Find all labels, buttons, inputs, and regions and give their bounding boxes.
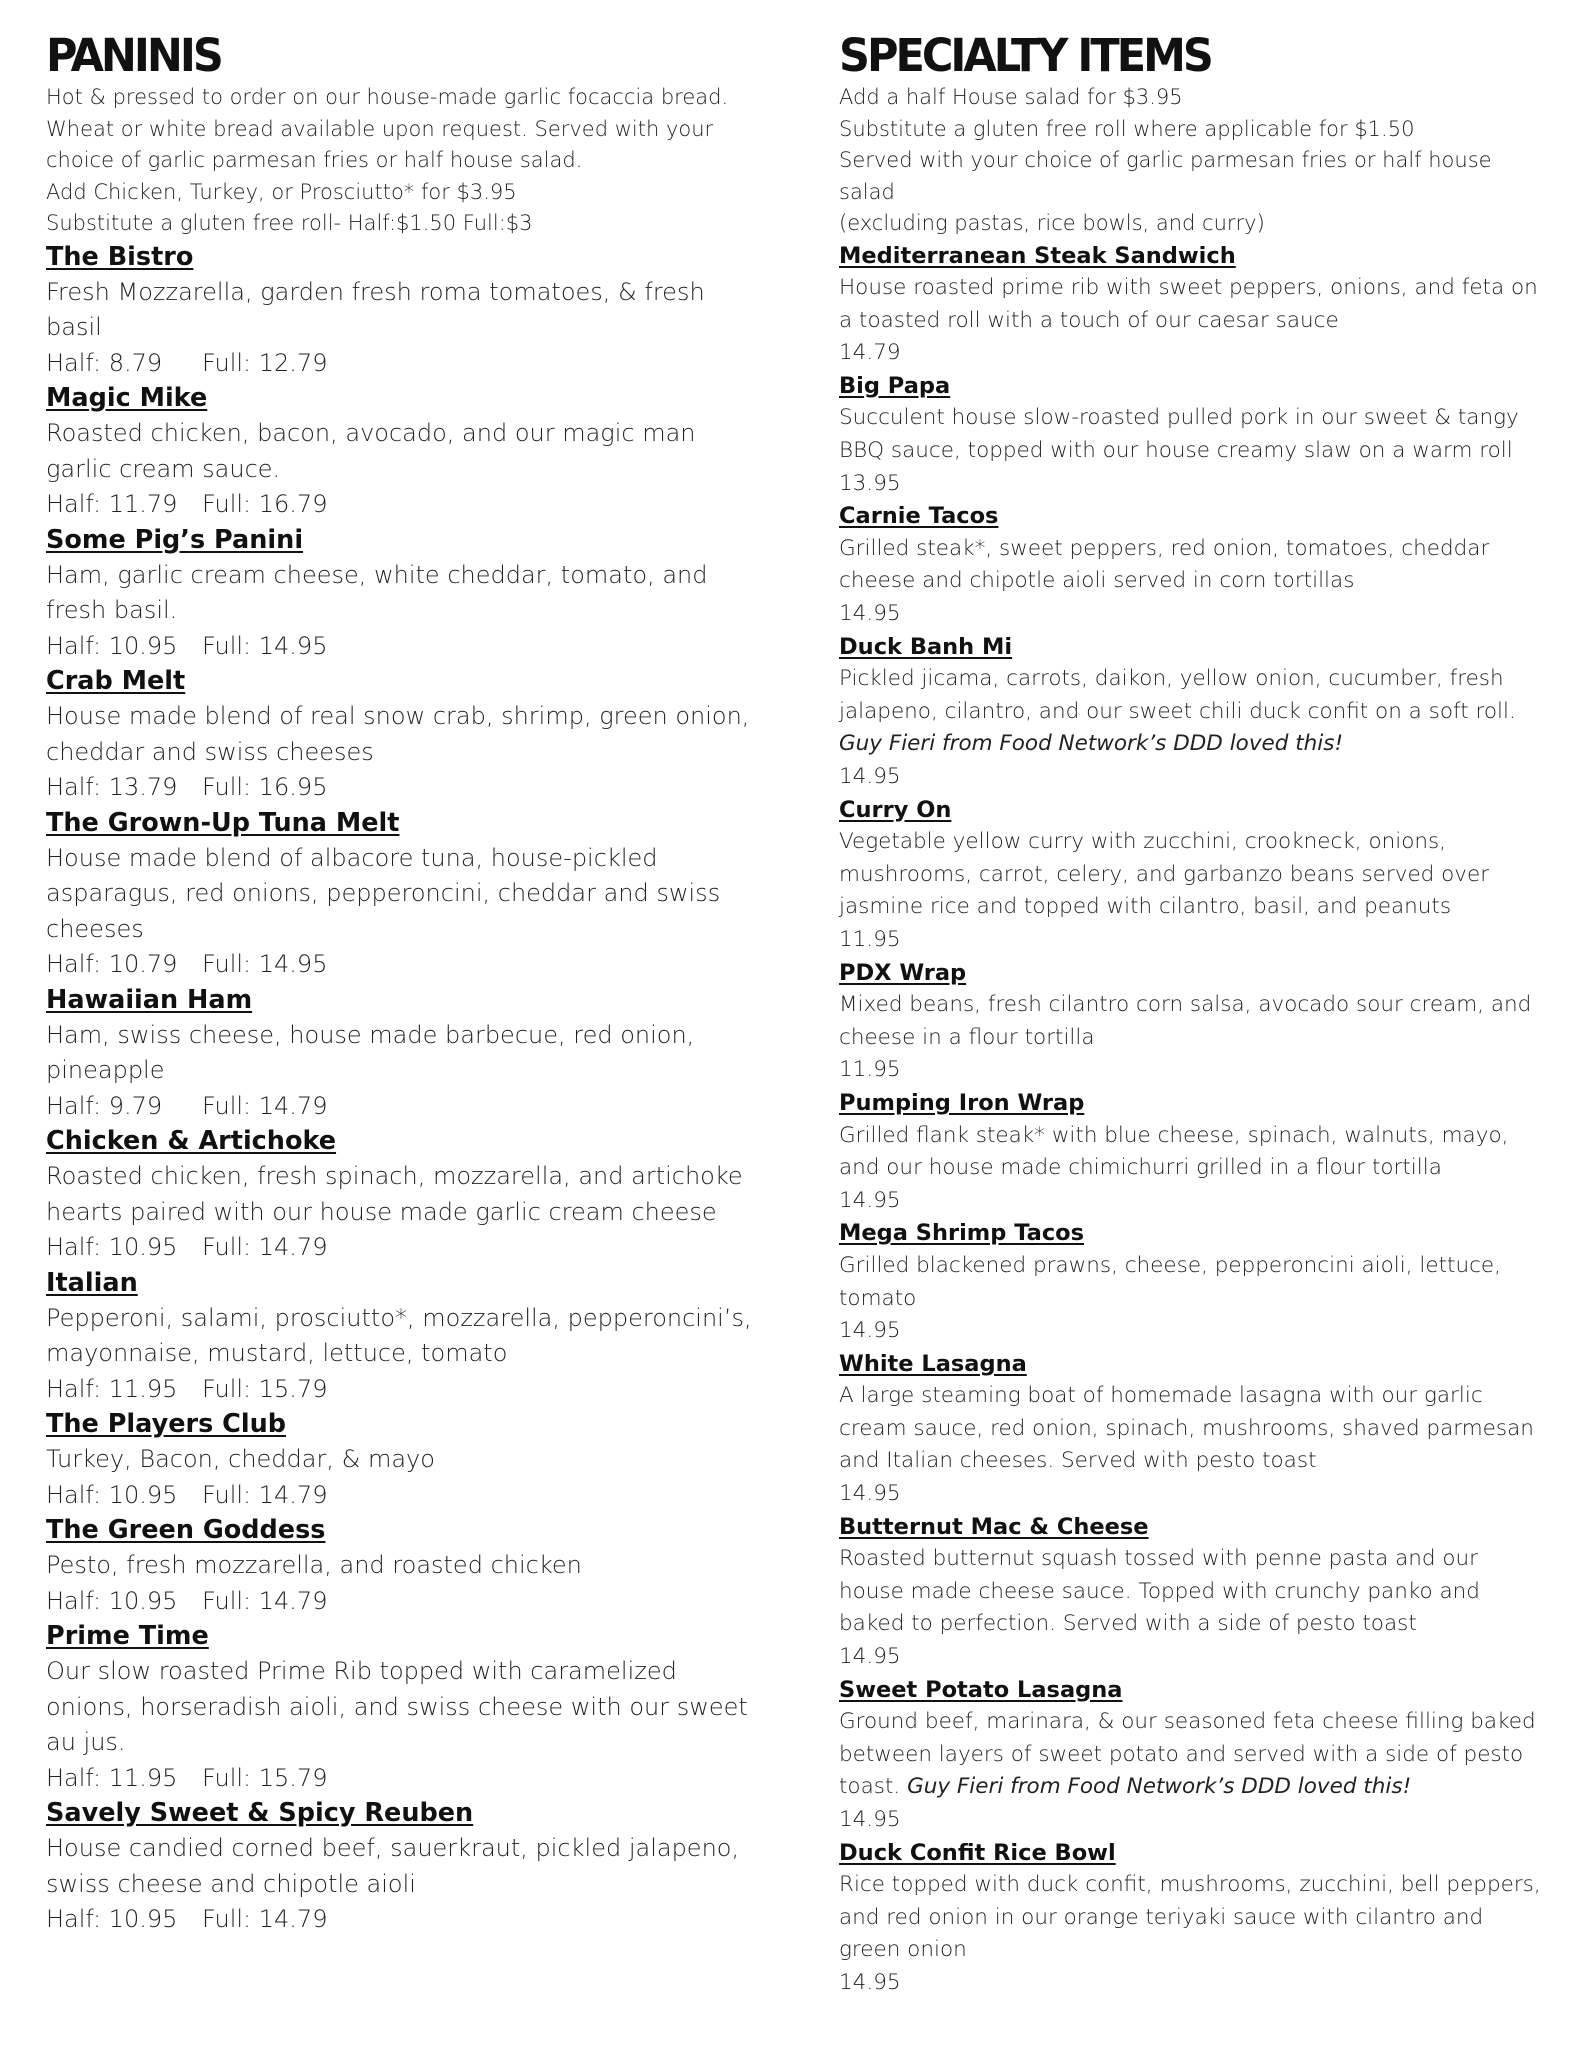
item-price: 14.95 — [839, 1644, 901, 1670]
specialty-section — [839, 30, 1544, 2000]
item-price: 14.95 — [839, 1807, 901, 1832]
item-description: Our slow roasted Prime Rib topped with caramelized onions, horseradish aioli, and swiss cheese with our sweet au jus. — [46, 1657, 748, 1756]
paninis-section — [46, 30, 766, 1938]
specialty-list — [839, 240, 1544, 2000]
item-note: Guy Fieri from Food Network’s DDD loved this! — [839, 731, 1344, 757]
item-price — [46, 770, 766, 806]
menu-item — [46, 983, 766, 1125]
menu-item — [46, 1619, 766, 1796]
description-text: Grilled steak*, sweet peppers, red onion, tomatoes, cheddar cheese and chipotle aioli served in corn tortillas — [839, 535, 1490, 594]
full-price: Full: 14.79 — [202, 1091, 328, 1120]
full-price: Full: 14.79 — [202, 1905, 328, 1933]
menu-item — [839, 631, 1544, 794]
description-text: Ground beef, marinara, & our seasoned feta cheese filling baked between layers of sweet potato and served with a side of pesto toast. — [839, 1709, 1536, 1800]
item-description: House candied corned beef, sauerkraut, pickled jalapeno, swiss cheese and chipotle aioli — [46, 1834, 740, 1898]
item-price — [46, 1478, 766, 1514]
menu-item — [839, 370, 1544, 500]
full-price: Full: 15.79 — [202, 1374, 328, 1403]
item-name: Curry On — [839, 796, 952, 823]
full-price: Full: 15.79 — [202, 1763, 328, 1792]
description-text: Grilled blackened prawns, cheese, pepperoncini aioli, lettuce, tomato — [839, 1252, 1501, 1311]
item-description — [839, 272, 1544, 337]
intro-line: Served with your choice of garlic parmesan fries or half house salad — [839, 148, 1492, 204]
menu-item — [46, 523, 766, 665]
item-price — [46, 1584, 766, 1620]
item-price — [46, 487, 766, 523]
description-text: Succulent house slow-roasted pulled pork in our sweet & tangy BBQ sauce, topped with our house creamy slaw on a warm roll — [839, 405, 1519, 464]
menu-item — [46, 1266, 766, 1408]
item-description — [839, 402, 1544, 467]
half-price: Half: 10.95 — [46, 1586, 178, 1615]
item-name: Sweet Potato Lasagna — [839, 1676, 1123, 1703]
item-description — [839, 1250, 1544, 1315]
item-description: Pesto, fresh mozzarella, and roasted chicken — [46, 1551, 582, 1579]
description-text: Vegetable yellow curry with zucchini, crookneck, onions, mushrooms, carrot, celery, and garbanzo beans served over jasmine rice and topped with cilantro, basil, and peanuts — [839, 829, 1490, 920]
full-price: Full: 12.79 — [202, 348, 328, 377]
menu-item — [839, 1087, 1544, 1217]
item-name: The Players Club — [46, 1409, 286, 1439]
item-name: Mega Shrimp Tacos — [839, 1220, 1085, 1247]
item-price — [46, 629, 766, 665]
half-price: Half: 11.95 — [46, 1374, 178, 1403]
item-name: Pumping Iron Wrap — [839, 1089, 1085, 1116]
intro-line: choice of garlic parmesan fries or half house salad. — [46, 148, 583, 172]
item-description: Ham, swiss cheese, house made barbecue, red onion, pineapple — [46, 1020, 695, 1084]
item-name: Magic Mike — [46, 383, 208, 413]
menu-item — [46, 1124, 766, 1266]
item-description — [839, 1120, 1544, 1185]
panini-list — [46, 240, 766, 1938]
item-name: Hawaiian Ham — [46, 984, 253, 1015]
item-price — [46, 1230, 766, 1266]
full-price: Full: 16.79 — [202, 490, 328, 518]
description-text: Pickled jicama, carrots, daikon, yellow onion, cucumber, fresh jalapeno, cilantro, and our sweet chili duck confit on a soft roll. — [839, 666, 1516, 724]
description-text: Roasted butternut squash tossed with penne pasta and our house made cheese sauce. Topped with crunchy panko and baked to perfection. Served with a side of pesto toast — [839, 1546, 1480, 1637]
half-price: Half: 13.79 — [46, 773, 178, 801]
item-price — [46, 1902, 766, 1938]
item-name: Savely Sweet & Spicy Reuben — [46, 1798, 474, 1828]
full-price: Full: 16.95 — [202, 773, 328, 801]
item-name: Carnie Tacos — [839, 503, 999, 530]
item-description: Roasted chicken, fresh spinach, mozzarella, and artichoke hearts paired with our house made garlic cream cheese — [46, 1162, 743, 1226]
item-description: House made blend of albacore tuna, house-pickled asparagus, red onions, pepperoncini, cheddar and swiss cheeses — [46, 843, 721, 943]
menu-item — [46, 664, 766, 806]
intro-line: Substitute a gluten free roll- Half:$1.50 Full:$3 — [46, 211, 533, 235]
description-text: Mixed beans, fresh cilantro corn salsa, avocado sour cream, and cheese in a flour tortilla — [839, 992, 1532, 1050]
item-name: Italian — [46, 1267, 138, 1298]
item-name: The Green Goddess — [46, 1515, 326, 1545]
item-name: Big Papa — [839, 372, 951, 399]
menu-item — [46, 1513, 766, 1619]
item-name: Some Pig’s Panini — [46, 524, 304, 555]
item-note: Guy Fieri from Food Network’s DDD loved this! — [907, 1774, 1412, 1800]
full-price: Full: 14.79 — [202, 1586, 328, 1615]
intro-line: Add a half House salad for $3.95 — [839, 85, 1183, 109]
intro-line: Add Chicken, Turkey, or Prosciutto* for $3.95 — [46, 179, 517, 204]
section-title-paninis: PANINIS — [46, 30, 221, 83]
item-name: The Bistro — [46, 241, 194, 272]
item-price: 14.95 — [839, 1481, 901, 1507]
full-price: Full: 14.95 — [202, 631, 328, 660]
item-name: PDX Wrap — [839, 959, 967, 986]
description-text: Grilled flank steak* with blue cheese, spinach, walnuts, mayo, and our house made chimichurri grilled in a flour tortilla — [839, 1122, 1509, 1181]
menu-item — [839, 500, 1544, 630]
item-description — [839, 533, 1544, 598]
item-name: Chicken & Artichoke — [46, 1126, 337, 1156]
item-name: Butternut Mac & Cheese — [839, 1513, 1149, 1540]
section-title-specialty: SPECIALTY ITEMS — [839, 30, 1211, 83]
intro-line: Wheat or white bread available upon request. Served with your — [46, 116, 714, 141]
item-description — [839, 663, 1544, 761]
full-price: Full: 14.95 — [202, 950, 328, 978]
menu-item — [46, 381, 766, 523]
half-price: Half: 11.95 — [46, 1763, 178, 1792]
half-price: Half: 10.95 — [46, 631, 178, 660]
description-text: A large steaming boat of homemade lasagna with our garlic cream sauce, red onion, spinach, mushrooms, shaved parmesan and Italian cheeses. Served with pesto toast — [839, 1383, 1534, 1474]
item-name: White Lasagna — [839, 1350, 1027, 1377]
half-price: Half: 10.95 — [46, 1905, 178, 1933]
item-price: 14.95 — [839, 1969, 901, 1995]
item-name: Duck Banh Mi — [839, 633, 1013, 660]
menu-item — [46, 1796, 766, 1938]
menu-item — [839, 240, 1544, 370]
menu-item — [839, 1837, 1544, 2000]
item-price — [46, 947, 766, 983]
menu-item — [839, 794, 1544, 957]
menu-item — [839, 1217, 1544, 1347]
item-description — [839, 1543, 1544, 1641]
specialty-intro — [839, 82, 1544, 240]
description-text: Rice topped with duck confit, mushrooms, zucchini, bell peppers, and red onion in our orange teriyaki sauce with cilantro and green onion — [839, 1872, 1541, 1963]
item-name: Crab Melt — [46, 666, 186, 696]
half-price: Half: 10.95 — [46, 1233, 178, 1261]
item-price: 11.95 — [839, 1057, 901, 1083]
half-price: Half: 9.79 — [46, 1091, 163, 1120]
half-price: Half: 10.79 — [46, 950, 178, 978]
item-price — [46, 1761, 766, 1797]
intro-line: (excluding pastas, rice bowls, and curry) — [839, 211, 1265, 235]
item-description — [839, 1869, 1544, 1967]
full-price: Full: 14.79 — [202, 1233, 328, 1261]
item-name: The Grown-Up Tuna Melt — [46, 807, 400, 838]
item-price: 14.95 — [839, 1318, 901, 1344]
item-description: Roasted chicken, bacon, avocado, and our magic man garlic cream sauce. — [46, 419, 696, 483]
item-price — [46, 346, 766, 382]
item-description — [839, 826, 1544, 924]
item-price: 11.95 — [839, 926, 901, 952]
intro-line: Substitute a gluten free roll where applicable for $1.50 — [839, 116, 1415, 141]
menu-item — [839, 1674, 1544, 1837]
item-description — [839, 1706, 1544, 1804]
menu-item — [46, 240, 766, 382]
item-description: House made blend of real snow crab, shrimp, green onion, cheddar and swiss cheeses — [46, 702, 750, 766]
item-price: 14.95 — [839, 601, 901, 627]
paninis-intro — [46, 82, 766, 240]
item-description: Fresh Mozzarella, garden fresh roma tomatoes, & fresh basil — [46, 277, 705, 341]
menu-item — [839, 1511, 1544, 1674]
menu-item — [46, 806, 766, 983]
half-price: Half: 11.79 — [46, 490, 178, 518]
item-price: 14.95 — [839, 1187, 901, 1213]
item-name: Duck Confit Rice Bowl — [839, 1839, 1116, 1866]
item-price: 13.95 — [839, 470, 901, 496]
item-description: Turkey, Bacon, cheddar, & mayo — [46, 1445, 435, 1473]
item-price: 14.95 — [839, 764, 901, 789]
item-price: 14.79 — [839, 340, 901, 366]
description-text: House roasted prime rib with sweet peppers, onions, and feta on a toasted roll with a touch of our caesar sauce — [839, 275, 1538, 333]
menu-item — [839, 1348, 1544, 1511]
item-price — [46, 1089, 766, 1125]
item-description — [839, 1380, 1544, 1478]
item-price — [46, 1372, 766, 1408]
item-description: Ham, garlic cream cheese, white cheddar, tomato, and fresh basil. — [46, 560, 708, 624]
item-description — [839, 989, 1544, 1054]
item-name: Prime Time — [46, 1621, 209, 1651]
intro-line: Hot & pressed to order on our house-made garlic focaccia bread. — [46, 85, 729, 109]
menu-item — [839, 957, 1544, 1087]
half-price: Half: 10.95 — [46, 1480, 178, 1509]
item-name: Mediterranean Steak Sandwich — [839, 242, 1236, 269]
full-price: Full: 14.79 — [202, 1480, 328, 1509]
half-price: Half: 8.79 — [46, 348, 163, 377]
menu-item — [46, 1407, 766, 1513]
item-description: Pepperoni, salami, prosciutto*, mozzarella, pepperoncini’s, mayonnaise, mustard, lettuce, tomato — [46, 1303, 752, 1367]
